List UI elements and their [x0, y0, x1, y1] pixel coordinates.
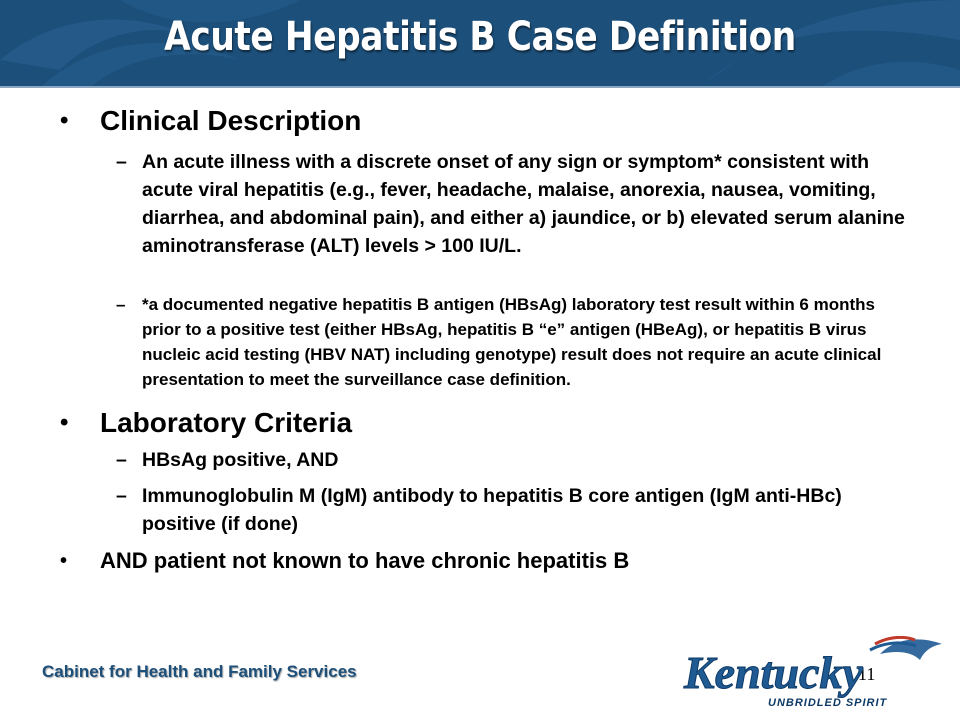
- header-divider: [0, 86, 960, 88]
- logo-tagline: UNBRIDLED SPIRIT: [768, 697, 888, 709]
- sub-bullet-clinical-1: [60, 148, 910, 260]
- section-heading: Clinical Description: [100, 105, 362, 136]
- bullet-marker: •: [60, 409, 69, 436]
- slide-body: [60, 104, 910, 576]
- sub-bullet-lab-2: [60, 482, 910, 538]
- sub-bullet-text: *a documented negative hepatitis B antigen (HBsAg) laboratory test result within 6 months prior to a positive test (either HBsAg, hepatitis B “e” antigen (HBeAg), or hepatitis B virus nucleic acid testing (HBV NAT) including genotype) result does not require an acute clinical presentation to meet the surveillance case definition.: [142, 295, 882, 389]
- sub-bullet-text: HBsAg positive, AND: [142, 449, 339, 471]
- sub-bullet-text: Immunoglobulin M (IgM) antibody to hepatitis B core antigen (IgM anti-HBc) positive (if done): [142, 485, 842, 535]
- sub-bullet-text: An acute illness with a discrete onset of any sign or symptom* consistent with acute viral hepatitis (e.g., fever, headache, malaise, anorexia, nausea, vomiting, diarrhea, and abdominal pain), and either a) jaundice, or b) elevated serum alanine aminotransferase (ALT) levels > 100 IU/L.: [142, 151, 905, 257]
- dash-marker: –: [116, 485, 127, 507]
- dash-marker: –: [116, 449, 127, 471]
- bullet-clinical-description: [60, 104, 910, 138]
- dash-marker: –: [116, 151, 127, 173]
- bullet-marker: •: [60, 550, 68, 572]
- section-heading: Laboratory Criteria: [100, 407, 353, 438]
- sub-bullet-clinical-2: [60, 292, 910, 392]
- logo-wordmark: Kentucky: [684, 647, 863, 698]
- header-banner: [0, 0, 960, 88]
- sub-bullet-lab-1: [60, 446, 910, 474]
- page-number: 11: [858, 664, 876, 684]
- bullet-marker: •: [60, 107, 69, 134]
- bullet-final: [60, 546, 910, 576]
- bullet-laboratory-criteria: [60, 406, 910, 440]
- slide-title: Acute Hepatitis B Case Definition: [164, 14, 796, 60]
- final-bullet-text: AND patient not known to have chronic hepatitis B: [100, 548, 630, 573]
- agency-name: Cabinet for Health and Family Services: [42, 662, 357, 681]
- dash-marker: –: [116, 295, 126, 314]
- kentucky-logo: [680, 636, 950, 712]
